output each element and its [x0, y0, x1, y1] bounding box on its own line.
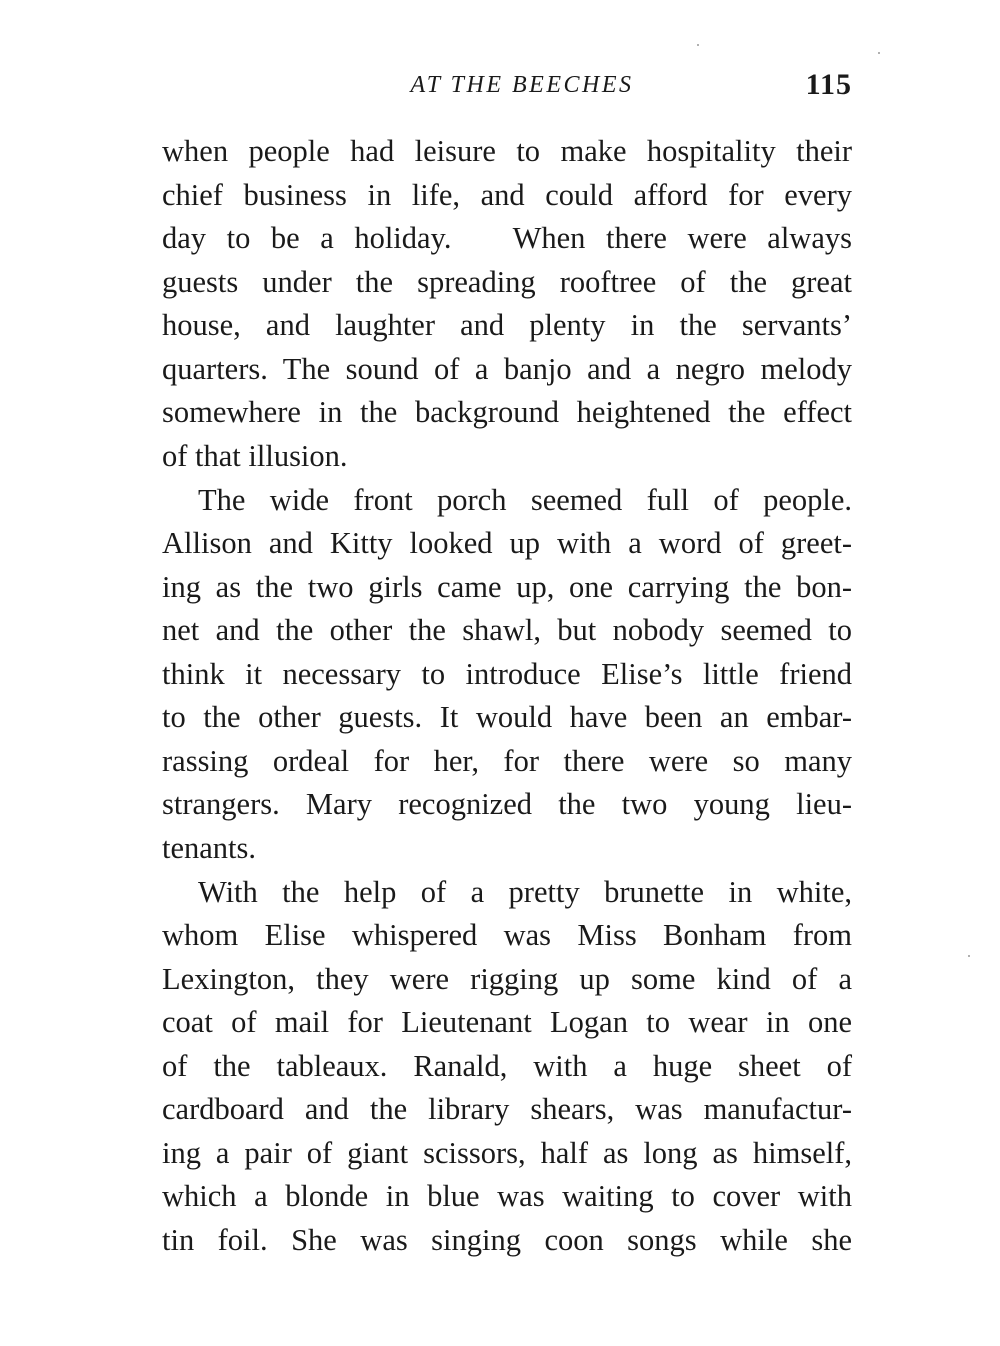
body-text — [162, 130, 852, 1262]
scan-speck — [878, 52, 880, 54]
text-line: day to be a holiday. When there were always — [162, 221, 852, 255]
scan-speck — [697, 44, 699, 46]
running-head — [162, 68, 852, 108]
text-line: of the tableaux. Ranald, with a huge sheet of — [162, 1048, 852, 1083]
text-line: which a blonde in blue was waiting to cover with — [162, 1179, 852, 1213]
text-line: coat of mail for Lieutenant Logan to wear in one — [162, 1005, 852, 1039]
text-line: strangers. Mary recognized the two young lieu- — [162, 787, 852, 821]
text-line: The wide front porch seemed full of people. — [198, 482, 852, 517]
paragraph-2 — [162, 479, 852, 871]
text-line: whom Elise whispered was Miss Bonham from — [162, 918, 852, 952]
scan-speck — [968, 955, 970, 957]
text-line: tin foil. She was singing coon songs while she — [162, 1222, 852, 1257]
text-line: rassing ordeal for her, for there were so many — [162, 743, 852, 778]
text-line: house, and laughter and plenty in the servants’ — [162, 308, 852, 342]
text-line: somewhere in the background heightened the effect — [162, 395, 852, 429]
running-title: AT THE BEECHES — [410, 72, 634, 98]
text-line: of that illusion. — [162, 438, 348, 473]
page-number: 115 — [805, 68, 852, 101]
paragraph-3 — [162, 871, 852, 1263]
paragraph-1 — [162, 130, 852, 478]
text-line: when people had leisure to make hospitality their — [162, 134, 852, 168]
text-line: ing a pair of giant scissors, half as long as himself, — [162, 1135, 852, 1170]
text-line: ing as the two girls came up, one carrying the bon- — [162, 569, 852, 604]
text-line: quarters. The sound of a banjo and a negro melody — [162, 351, 852, 386]
text-line: think it necessary to introduce Elise’s little friend — [162, 656, 852, 691]
text-line: chief business in life, and could afford for every — [162, 177, 852, 212]
text-line: Lexington, they were rigging up some kind of a — [162, 961, 852, 996]
text-line: net and the other the shawl, but nobody seemed to — [162, 613, 852, 647]
text-line: With the help of a pretty brunette in white, — [198, 874, 852, 909]
text-line: tenants. — [162, 830, 257, 865]
text-line: to the other guests. It would have been an embar- — [162, 700, 852, 734]
text-line: guests under the spreading rooftree of the great — [162, 264, 852, 299]
text-line: Allison and Kitty looked up with a word of greet- — [162, 526, 852, 560]
text-line: cardboard and the library shears, was manufactur- — [162, 1092, 852, 1126]
